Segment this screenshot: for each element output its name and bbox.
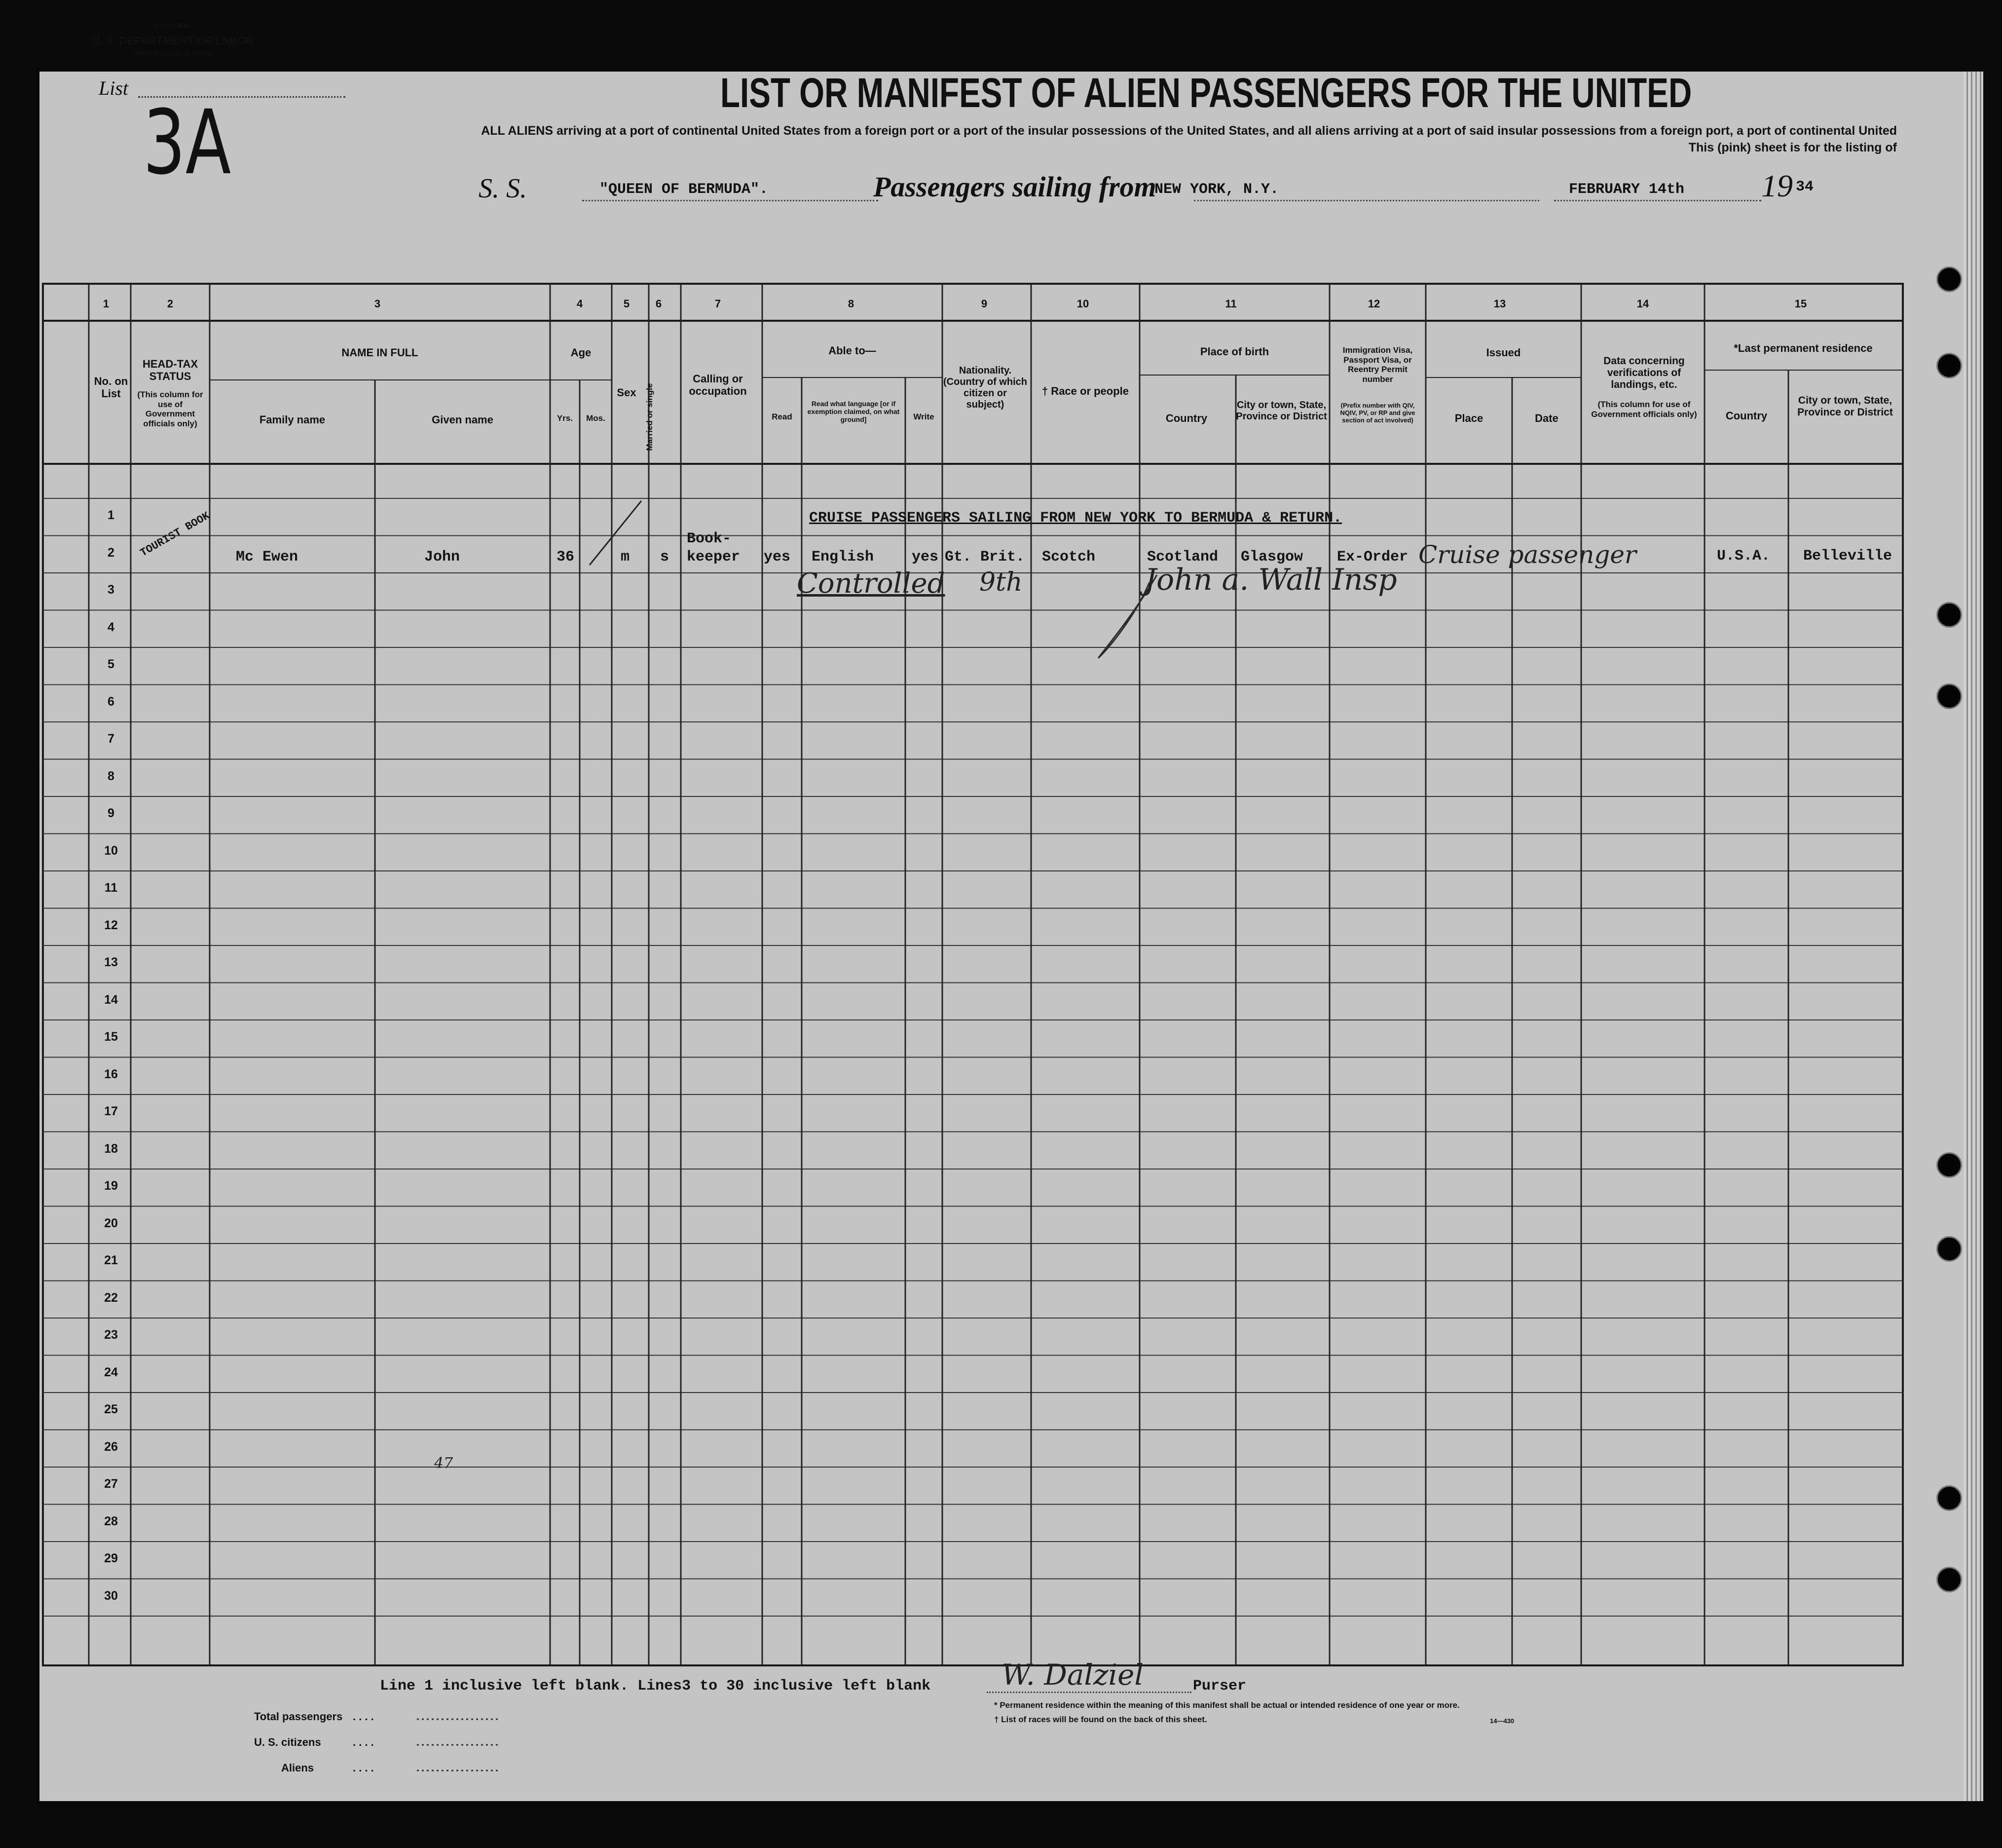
colnum-6: 6 (655, 298, 662, 310)
department-name: U. S. DEPARTMENT OF LABOR (92, 35, 254, 47)
footnote-residence: * Permanent residence within the meaning of this manifest shall be actual or intended residence of one year or more. (994, 1700, 1460, 1710)
header-calling: Calling or occupation (689, 373, 747, 398)
row-number: 26 (104, 1439, 118, 1454)
purser-label: Purser (1193, 1678, 1247, 1695)
colnum-9: 9 (981, 298, 988, 310)
header-issued: Issued (1486, 346, 1521, 359)
header-no-on-list: No. on List (94, 375, 128, 400)
footnote-races: † List of races will be found on the back of this sheet. (994, 1715, 1207, 1724)
citizens-dots: . . . . (353, 1736, 374, 1748)
aliens-label: Aliens (281, 1762, 314, 1774)
us-citizens-label: U. S. citizens (254, 1736, 321, 1748)
calling-value-2: keeper (687, 549, 741, 566)
lines-blank-note: Line 1 inclusive left blank. Lines3 to 30 inclusive left blank (380, 1678, 931, 1695)
row-number: 16 (104, 1067, 118, 1081)
row-number: 19 (104, 1179, 118, 1193)
sailing-date: FEBRUARY 14th (1569, 181, 1685, 198)
subtitle-line-1: ALL ALIENS arriving at a port of continental United States from a foreign port or a port of the insular possessions of the United States, and all aliens arriving at a port of said insular possessions from a foreign port, a port of continental United (481, 124, 1897, 138)
date-dotline (1554, 200, 1761, 201)
row-number: 30 (104, 1588, 118, 1603)
head-tax-stamp: TOURIST BOOK (138, 509, 212, 560)
purser-dotline (987, 1692, 1191, 1693)
header-head-tax: HEAD-TAX STATUS (142, 358, 198, 383)
service-name: IMMIGRATION SERVICE (133, 49, 212, 57)
handwritten-day: 9th (979, 567, 1023, 597)
row-number: 23 (104, 1328, 118, 1342)
visa-value: Ex-Order (1337, 549, 1409, 566)
row-number: 29 (104, 1551, 118, 1565)
colnum-7: 7 (714, 298, 721, 310)
row-number: 20 (104, 1216, 118, 1230)
row-number: 17 (104, 1104, 118, 1118)
punch-hole (1936, 1152, 1962, 1178)
row-number: 28 (104, 1514, 118, 1528)
year-suffix: 34 (1796, 179, 1814, 195)
punch-hole (1936, 1567, 1962, 1592)
row-number: 12 (104, 918, 118, 932)
header-head-tax-note: (This column for use of Government officials only) (137, 390, 203, 428)
aliens-dots: . . . . (353, 1762, 374, 1774)
row-number: 24 (104, 1365, 118, 1379)
controlled-handwritten: Controlled (797, 567, 945, 600)
row-26-mark: 47 (434, 1455, 453, 1472)
ship-name: "QUEEN OF BERMUDA". (599, 181, 769, 198)
row-number: 14 (104, 992, 118, 1007)
list-label: List (99, 77, 129, 99)
colnum-11: 11 (1225, 298, 1237, 310)
header-able-to: Able to— (828, 344, 876, 357)
list-number: 3A (143, 91, 231, 194)
page-edges (1964, 72, 1983, 1801)
header-age: Age (570, 346, 592, 359)
punch-hole (1936, 353, 1962, 378)
total-dots: . . . . (353, 1710, 374, 1723)
cruise-note: CRUISE PASSENGERS SAILING FROM NEW YORK TO BERMUDA & RETURN. (809, 510, 1342, 527)
departure-port: NEW YORK, N.Y. (1154, 181, 1279, 198)
header-sex: Sex (617, 386, 636, 399)
row-number: 4 (108, 620, 114, 634)
header-mos: Mos. (586, 414, 605, 423)
port-dotline (1194, 200, 1539, 201)
subtitle-line-2: This (pink) sheet is for the listing of (1688, 141, 1897, 154)
punch-hole (1936, 266, 1962, 292)
calling-value-1: Book- (687, 530, 732, 547)
race-value: Scotch (1042, 549, 1096, 566)
read-value: yes (764, 549, 791, 566)
row-number: 3 (108, 583, 114, 597)
header-birth-city: City or town, State, Province or District (1236, 400, 1327, 422)
row-number: 18 (104, 1141, 118, 1156)
colnum-5: 5 (623, 298, 630, 310)
given-name-value: John (424, 549, 460, 566)
header-yrs: Yrs. (556, 414, 573, 423)
row-number: 25 (104, 1402, 118, 1416)
punch-hole (1936, 1485, 1962, 1511)
nationality-value: Gt. Brit. (945, 549, 1025, 566)
colnum-8: 8 (848, 298, 854, 310)
header-nationality: Nationality. (Country of which citizen or subject) (943, 365, 1027, 410)
inspector-signature: John a. Wall Insp (1145, 563, 1397, 597)
colnum-14: 14 (1636, 298, 1649, 310)
header-last-residence: *Last permanent residence (1734, 342, 1873, 354)
header-birth-country: Country (1165, 412, 1208, 424)
print-code: 14—430 (1490, 1717, 1515, 1725)
header-data-verif-note: (This column for use of Government officials only) (1591, 400, 1697, 419)
birth-country-value: Scotland (1147, 549, 1219, 566)
row-number: 5 (108, 657, 114, 671)
row-number: 6 (108, 694, 114, 709)
header-write: Write (913, 412, 934, 421)
purser-signature: W. Dalziel (1001, 1658, 1144, 1692)
header-visa-note: (Prefix number with QIV, NQIV, PV, or RP and give section of act involved) (1340, 402, 1415, 424)
family-name-value: Mc Ewen (236, 549, 298, 566)
header-issued-place: Place (1454, 412, 1483, 424)
header-family-name: Family name (259, 414, 326, 426)
total-passengers-label: Total passengers (254, 1710, 343, 1723)
year-prefix: 19 (1761, 168, 1793, 203)
row-number: 15 (104, 1030, 118, 1044)
write-value: yes (912, 549, 939, 566)
row-number: 9 (108, 806, 114, 820)
header-issued-date: Date (1535, 412, 1558, 424)
ss-label: S. S. (479, 173, 527, 204)
punch-hole (1936, 683, 1962, 709)
header-res-city: City or town, State, Province or District (1797, 395, 1893, 418)
header-given-name: Given name (432, 414, 493, 426)
colnum-3: 3 (374, 298, 381, 310)
header-visa: Immigration Visa, Passport Visa, or Reentry Permit number (1342, 345, 1413, 384)
marital-value: s (660, 549, 669, 566)
header-name-in-full: NAME IN FULL (341, 346, 418, 359)
header-read-language: Read what language [or if exemption claimed, on what ground] (807, 400, 900, 424)
row-number: 8 (108, 769, 114, 783)
colnum-15: 15 (1794, 298, 1807, 310)
colnum-12: 12 (1368, 298, 1380, 310)
row-number: 21 (104, 1253, 118, 1267)
punch-hole (1936, 602, 1962, 628)
read-language-value: English (812, 549, 874, 566)
birth-city-value: Glasgow (1241, 549, 1303, 566)
header-place-of-birth: Place of birth (1200, 345, 1269, 358)
age-years-value: 36 (556, 549, 575, 566)
row-number: 10 (104, 843, 118, 858)
header-married: Married or single (645, 383, 654, 451)
colnum-13: 13 (1493, 298, 1506, 310)
data-verif-handwritten: Cruise passenger (1418, 540, 1636, 569)
punch-hole (1936, 1236, 1962, 1262)
res-country-value: U.S.A. (1717, 548, 1771, 565)
header-res-country: Country (1725, 410, 1768, 422)
page-title: LIST OR MANIFEST OF ALIEN PASSENGERS FOR THE UNITED (720, 70, 1692, 116)
row-number: 1 (108, 508, 114, 522)
colnum-2: 2 (167, 298, 174, 310)
row-number: 2 (108, 545, 114, 560)
sailing-label: Passengers sailing from (873, 171, 1156, 203)
row-number: 27 (104, 1477, 118, 1491)
res-city-value: Belleville (1803, 548, 1892, 565)
row-number: 7 (108, 732, 114, 746)
colnum-1: 1 (103, 298, 110, 310)
header-data-verif: Data concerning verifications of landings, etc. (1603, 355, 1685, 391)
sex-value: m (621, 549, 630, 566)
row-number: 22 (104, 1290, 118, 1305)
row-number: 13 (104, 955, 118, 969)
header-race: † Race or people (1041, 385, 1129, 397)
manifest-sheet (39, 72, 1964, 1801)
header-read: Read (772, 412, 792, 421)
row-number: 11 (104, 881, 118, 895)
colnum-10: 10 (1076, 298, 1089, 310)
colnum-4: 4 (576, 298, 583, 310)
ship-dotline (582, 200, 878, 201)
form-number: Form 500 (155, 22, 190, 31)
